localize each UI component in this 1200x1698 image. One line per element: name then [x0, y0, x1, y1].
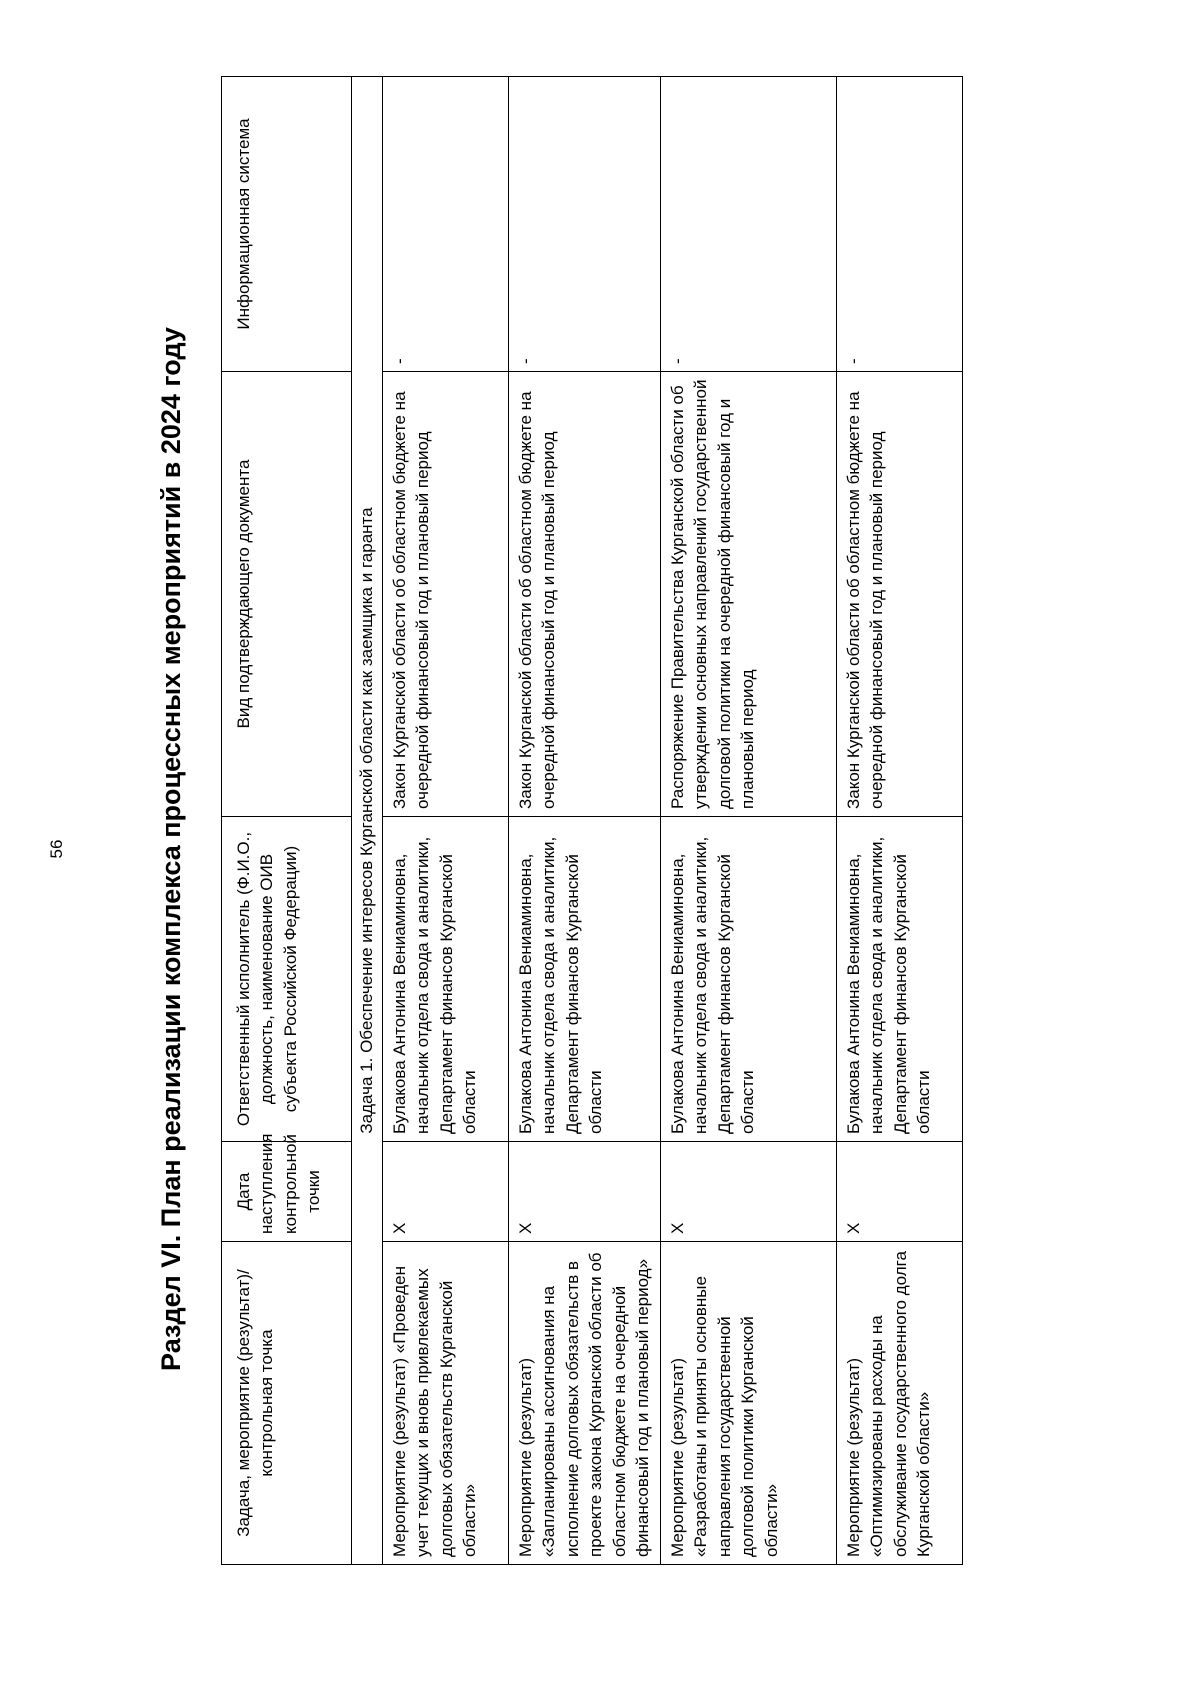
plan-table: [221, 76, 963, 1565]
task-row: [352, 77, 383, 1565]
header-event: Задача, мероприятие (результат)/контрольная точка: [222, 1242, 352, 1565]
header-system: Информационная система: [222, 77, 352, 372]
event-cell: Мероприятие (результат) «Проведен учет текущих и вновь привлекаемых долговых обязательств Курганской области»: [383, 1242, 509, 1565]
document-cell: Закон Курганской области об областном бюджете на очередной финансовый год и плановый период: [836, 372, 962, 817]
system-cell: -: [383, 77, 509, 372]
date-cell: X: [836, 1142, 962, 1242]
task-title: Задача 1. Обеспечение интересов Курганской области как заемщика и гаранта: [352, 77, 383, 1565]
table-row: [509, 77, 661, 1565]
system-cell: -: [509, 77, 661, 372]
document-cell: Закон Курганской области об областном бюджете на очередной финансовый год и плановый период: [509, 372, 661, 817]
document-cell: Закон Курганской области об областном бюджете на очередной финансовый год и плановый период: [383, 372, 509, 817]
header-date: Дата наступления контрольной точки: [222, 1142, 352, 1242]
document-cell: Распоряжение Правительства Курганской области об утверждении основных направлений государственной долговой политики на очередной финансовый год и плановый период: [660, 372, 836, 817]
date-cell: X: [660, 1142, 836, 1242]
header-document: Вид подтверждающего документа: [222, 372, 352, 817]
system-cell: -: [836, 77, 962, 372]
date-cell: X: [509, 1142, 661, 1242]
date-cell: X: [383, 1142, 509, 1242]
header-executor: Ответственный исполнитель (Ф.И.О., должность, наименование ОИВ субъекта Российской Федерации): [222, 817, 352, 1142]
table-row: [836, 77, 962, 1565]
executor-cell: Булакова Антонина Вениаминовна, начальник отдела свода и аналитики, Департамент финансов Курганской области: [509, 817, 661, 1142]
table-row: [383, 77, 509, 1565]
page-number: 56: [47, 839, 66, 859]
executor-cell: Булакова Антонина Вениаминовна, начальник отдела свода и аналитики, Департамент финансов Курганской области: [836, 817, 962, 1142]
executor-cell: Булакова Антонина Вениаминовна, начальник отдела свода и аналитики, Департамент финансов Курганской области: [660, 817, 836, 1142]
system-cell: -: [660, 77, 836, 372]
executor-cell: Булакова Антонина Вениаминовна, начальник отдела свода и аналитики, Департамент финансов Курганской области: [383, 817, 509, 1142]
event-cell: Мероприятие (результат) «Запланированы ассигнования на исполнение долговых обязательств в проекте закона Курганской области об областном бюджете на очередной финансовый год и плановый период»: [509, 1242, 661, 1565]
event-cell: Мероприятие (результат) «Оптимизированы расходы на обслуживание государственного долга Курганской области»: [836, 1242, 962, 1565]
event-cell: Мероприятие (результат) «Разработаны и приняты основные направления государственной долговой политики Курганской области»: [660, 1242, 836, 1565]
table-row: [660, 77, 836, 1565]
table-header-row: [222, 77, 352, 1565]
section-title: Раздел VI. План реализации комплекса процессных мероприятий в 2024 году: [156, 327, 186, 1371]
